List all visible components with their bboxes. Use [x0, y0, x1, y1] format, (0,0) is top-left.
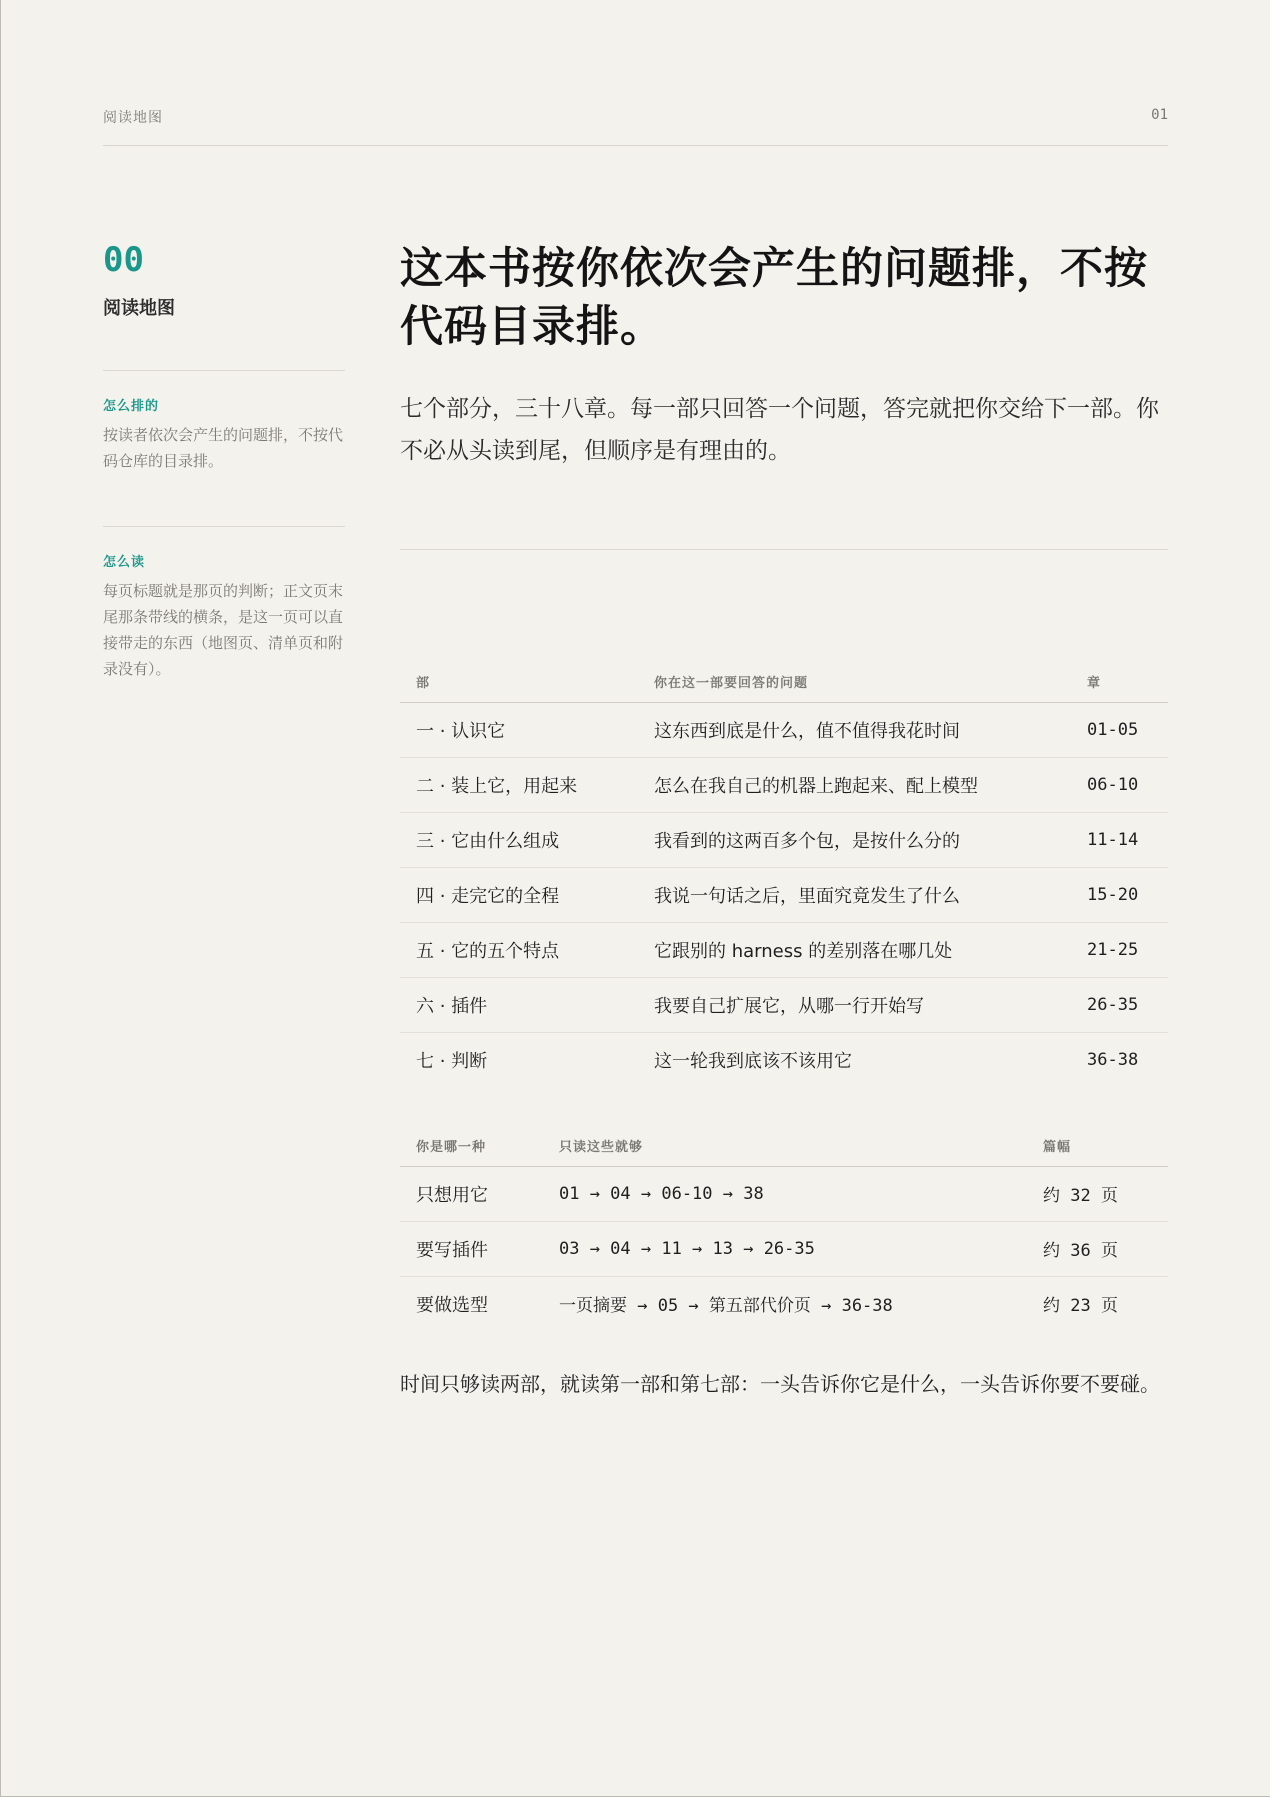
part-chapters: 01-05 — [1071, 702, 1168, 757]
part-question: 怎么在我自己的机器上跑起来、配上模型 — [638, 757, 1071, 812]
part-question: 我说一句话之后，里面究竟发生了什么 — [638, 867, 1071, 922]
part-chapters: 06-10 — [1071, 757, 1168, 812]
note-text: 按读者依次会产生的问题排，不按代码仓库的目录排。 — [103, 426, 344, 470]
note-text: 每页标题就是那页的判断；正文页末尾那条带线的横条，是这一页可以直接带走的东西（地图页、清单页和附录没有）。 — [103, 582, 344, 678]
table-row — [400, 922, 1168, 977]
table-row — [400, 1032, 1168, 1087]
page-count: 约 36 页 — [1027, 1221, 1168, 1276]
part-name: 二 · 装上它，用起来 — [400, 757, 638, 812]
reading-paths-table — [400, 1126, 1168, 1331]
sidebar-note-order — [103, 370, 345, 474]
part-name: 五 · 它的五个特点 — [400, 922, 638, 977]
part-name: 六 · 插件 — [400, 977, 638, 1032]
table-row — [400, 977, 1168, 1032]
part-question: 我要自己扩展它，从哪一行开始写 — [638, 977, 1071, 1032]
page-count: 约 23 页 — [1043, 1296, 1118, 1317]
lede-paragraph: 七个部分，三十八章。每一部只回答一个问题，答完就把你交给下一部。你不必从头读到尾，但顺序是有理由的。 — [400, 396, 1159, 464]
part-name: 三 · 它由什么组成 — [400, 812, 638, 867]
table-row — [400, 1276, 1168, 1331]
table-header-row — [400, 662, 1168, 702]
footer-note: 时间只够读两部，就读第一部和第七部：一头告诉你它是什么，一头告诉你要不要碰。 — [400, 1372, 1160, 1396]
table-row — [400, 1221, 1168, 1276]
table-row — [400, 1166, 1168, 1221]
reading-path: 01 → 04 → 06-10 → 38 — [543, 1166, 1027, 1221]
reader-type: 只想用它 — [400, 1166, 543, 1221]
part-chapters: 11-14 — [1071, 812, 1168, 867]
part-name: 一 · 认识它 — [400, 702, 638, 757]
note-label: 怎么读 — [103, 555, 146, 570]
table-row — [400, 812, 1168, 867]
table-row — [400, 757, 1168, 812]
note-label: 怎么排的 — [103, 399, 160, 414]
main-content — [400, 240, 1168, 472]
sidebar-note-howto — [103, 526, 345, 682]
part-question: 我看到的这两百多个包，是按什么分的 — [638, 812, 1071, 867]
part-name: 七 · 判断 — [416, 1050, 488, 1072]
parts-table — [400, 662, 1168, 1087]
divider — [400, 549, 1168, 550]
table-row — [400, 702, 1168, 757]
reading-path: 03 → 04 → 11 → 13 → 26-35 — [543, 1221, 1027, 1276]
section-number: 00 — [103, 240, 144, 280]
column-header: 只读这些就够 — [543, 1126, 1027, 1166]
part-question: 这东西到底是什么，值不值得我花时间 — [638, 702, 1071, 757]
part-question: 这一轮我到底该不该用它 — [654, 1050, 852, 1072]
page-headline: 这本书按你依次会产生的问题排，不按代码目录排。 — [400, 244, 1148, 352]
column-header: 你是哪一种 — [400, 1126, 543, 1166]
page-number: 01 — [1151, 107, 1168, 123]
part-chapters: 36-38 — [1087, 1049, 1139, 1070]
column-header: 你在这一部要回答的问题 — [638, 662, 1071, 702]
running-head — [103, 107, 1168, 146]
section-name: 阅读地图 — [103, 298, 175, 319]
reading-path: 一页摘要 → 05 → 第五部代价页 → 36-38 — [559, 1296, 893, 1317]
sidebar — [103, 240, 345, 678]
reader-type: 要写插件 — [400, 1221, 543, 1276]
column-header: 篇幅 — [1027, 1126, 1168, 1166]
column-header: 部 — [400, 662, 638, 702]
part-chapters: 26-35 — [1071, 977, 1168, 1032]
table-header-row — [400, 1126, 1168, 1166]
page-count: 约 32 页 — [1027, 1166, 1168, 1221]
part-chapters: 21-25 — [1071, 922, 1168, 977]
reader-type: 要做选型 — [416, 1294, 488, 1316]
part-name: 四 · 走完它的全程 — [400, 867, 638, 922]
running-title: 阅读地图 — [103, 110, 163, 126]
column-header: 章 — [1071, 662, 1168, 702]
table-row — [400, 867, 1168, 922]
part-question: 它跟别的 harness 的差别落在哪几处 — [638, 922, 1071, 977]
part-chapters: 15-20 — [1071, 867, 1168, 922]
